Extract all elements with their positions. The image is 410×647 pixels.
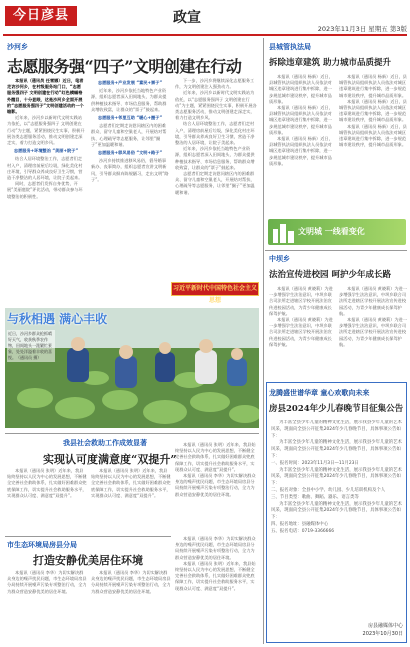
right-top-column-2: [339, 74, 407, 216]
article-paragraph: 本报讯（通讯员 李华）为切实解决群众身边的噪声扰民问题，市生态环境局房县分局持续开展噪声污染专项整治行动，全力为群众营造安静优美的居住环境。: [175, 536, 256, 560]
article-subheading: 志愿服务+产业发展 “富民+票子”: [97, 80, 163, 85]
right-mid-kicker: 中坝乡: [269, 255, 290, 263]
right-top-column-1: [269, 74, 335, 216]
article-subheading: 志愿服务+移风易俗 “文明+路子”: [97, 150, 163, 156]
main-article-column-1: [7, 78, 85, 278]
article-b-kicker: 市生态环境局房县分局: [7, 541, 77, 549]
photo-title: 与秋相遇 满心丰收: [7, 312, 108, 326]
notice-paragraph: 为丰富全县少年儿童的精神文化生活，展示我县少年儿童的艺术风采，现面向全县公开征集2024年少儿春晚节目，具体事项公告如下：: [271, 467, 402, 487]
main-article-column-2: [91, 78, 169, 298]
column-divider: [263, 38, 264, 644]
notice-item: 五、报名电话：0719-3366666: [271, 528, 335, 534]
article-b-column-2: [91, 570, 171, 644]
article-paragraph: 同时，志愿者们发挥自身优势，开展“美丽庭院”评比活动，带动群众参与环境整治的积极性。: [7, 181, 83, 199]
article-paragraph: 本报讯（通讯员 张明）近年来，我县始终坚持以人民为中心的发展思想，不断健全完善社会救助体系，扎实做好困难群众兜底保障工作，切实提升社会救助服务水平，实现群众认可度、满意度“双提升”。: [175, 560, 256, 591]
article-paragraph: 本报讯（通讯员 杨新）近日，县城管执法局组织执法人员依法对城区违章建筑进行集中拆除，进一步规范城市建设秩序，提升城市品质形象。: [339, 74, 407, 98]
masthead: [3, 2, 407, 36]
article-paragraph: 志愿者们定期走访慰问辖区内的困难群众、留守儿童和空巢老人，开展结对帮扶、心理疏导等志愿服务，让邻里“圈子”更加温暖和谐。: [175, 171, 255, 195]
article-paragraph: 本报讯（通讯员 任雪娜）近日，笔者走访沙河乡，在村级服务站门口，“志愿服务强四子 文明创建在行动”红色横幅格外醒目，十分显眼，这是沙河乡全面开展的“志愿服务强四子”文明创建活动的一个缩影。: [7, 78, 84, 115]
article-paragraph: 本报讯（通讯员 黄晓莉）为进一步增强学生法治意识，中坝乡联合司法所走进辖区学校开展法治宣传进校园活动，为青少年健康成长保驾护航。: [339, 286, 407, 316]
article-b-headline: 打造安静优美居住环境: [33, 554, 143, 567]
right-mid-headline: 法治宣传进校园 呵护少年成长路: [269, 270, 391, 280]
article-a-column-3: [175, 442, 257, 532]
notice-headline: 房县2024年少儿春晚节目征集公告: [269, 404, 404, 414]
masthead-rule: [3, 34, 407, 36]
city-skyline-icon: [271, 221, 297, 243]
article-subheading: 志愿服务+邻里互助 “暖心+圈子”: [97, 115, 163, 121]
notice-signature-block: [323, 622, 403, 638]
article-paragraph: 本报讯（通讯员 张明）近年来，我县始终坚持以人民为中心的发展思想，不断健全完善社会救助体系，扎实做好困难群众兜底保障工作，切实提升社会救助服务水平，实现群众认可度、满意度“双提升”。: [7, 468, 87, 498]
article-a-column-2: [91, 468, 171, 532]
main-article-column-3: [175, 78, 257, 278]
article-paragraph: 结合人居环境整治工作，志愿者们走村入户，清理房前屋后垃圾，绿化美化村庄环境，引导群众养成良好卫生习惯，营造干净整洁的人居环境，让院子美起来。: [175, 121, 255, 146]
article-paragraph: 下一步，沙河乡将继续深化志愿服务工作，为文明创建注入强劲动力。: [175, 78, 255, 90]
article-a-headline: 实现认可度满意度“双提升”: [43, 453, 177, 466]
article-paragraph: 本报讯（通讯员 黄晓莉）为进一步增强学生法治意识，中坝乡联合司法所走进辖区学校开展法治宣传进校园活动，为青少年健康成长保驾护航。: [339, 317, 407, 347]
notice-item: 一、报名时间：2023年11月3日—11月23日: [271, 460, 359, 466]
harvest-photo: [5, 308, 259, 428]
right-mid-column-1: [269, 286, 335, 378]
article-paragraph: 本报讯（通讯员 杨新）近日，县城管执法局组织执法人员依法对城区违章建筑进行集中拆除，进一步规范城市建设秩序，提升城市品质形象。: [269, 136, 333, 166]
right-top-kicker: 县城管执法局: [269, 43, 311, 51]
article-paragraph: 本报讯（通讯员 黄晓莉）为进一步增强学生法治意识，中坝乡联合司法所走进辖区学校开展法治宣传进校园活动，为青少年健康成长保驾护航。: [269, 317, 333, 347]
theme-banner: 习近平新时代中国特色社会主义思想: [171, 282, 259, 296]
article-paragraph: 本报讯（通讯员 张明）近年来，我县始终坚持以人民为中心的发展思想，不断健全完善社会救助体系，扎实做好困难群众兜底保障工作，切实提升社会救助服务水平，实现群众认可度、满意度“双提升”。: [175, 442, 256, 472]
main-article-headline: 志愿服务强“四子”文明创建在行动: [7, 57, 242, 76]
article-paragraph: 本报讯（通讯员 李华）为切实解决群众身边的噪声扰民问题，市生态环境局房县分局持续开展噪声污染专项整治行动，全力为群众营造安静优美的居住环境。: [91, 570, 171, 594]
notice-kicker: 龙腾盛世谱华章 童心欢歌向未来: [269, 389, 370, 397]
notice-item: 四、报名地址：县融媒体中心: [271, 521, 329, 527]
notice-item: 三、节目类型：歌曲、舞蹈、器乐、语言类等: [271, 494, 359, 500]
photo-caption: 近日，沙河乡群众抢抓晴好天气，收获秋季农作物，田间地头一派繁忙景象，处处洋溢着丰收的喜悦。（通讯员 摄）: [7, 330, 55, 362]
article-paragraph: 本报讯（通讯员 张明）近年来，我县始终坚持以人民为中心的发展思想，不断健全完善社会救助体系，扎实做好困难群众兜底保障工作，切实提升社会救助服务水平，实现群众认可度、满意度“双提升”。: [91, 468, 171, 498]
article-paragraph: 本报讯（通讯员 李华）为切实解决群众身边的噪声扰民问题，市生态环境局房县分局持续开展噪声污染专项整治行动，全力为群众营造安静优美的居住环境。: [175, 473, 256, 497]
article-paragraph: 本报讯（通讯员 杨新）近日，县城管执法局组织执法人员依法对城区违章建筑进行集中拆除，进一步规范城市建设秩序，提升城市品质形象。: [339, 123, 407, 148]
article-subheading: 志愿服务+环境整治 “美丽+院子”: [13, 148, 79, 154]
article-paragraph: 本报讯（通讯员 杨新）近日，县城管执法局组织执法人员依法对城区违章建筑进行集中拆除，进一步规范城市建设秩序，提升城市品质形象。: [269, 105, 333, 135]
right-mid-column-2: [339, 286, 407, 378]
article-paragraph: 志愿者们定期走访慰问辖区内的困难群众、留守儿童和空巢老人，开展结对帮扶、心理疏导等志愿服务，让邻里“圈子”更加温暖和谐。: [91, 123, 167, 147]
divider: [265, 250, 407, 251]
notice-item: 二、报名对象：全县中小学、幼儿园、少儿培训机构及个人: [271, 487, 386, 493]
article-paragraph: 本报讯（通讯员 黄晓莉）为进一步增强学生法治意识，中坝乡联合司法所走进辖区学校开展法治宣传进校园活动，为青少年健康成长保驾护航。: [269, 286, 333, 316]
article-paragraph: 本报讯（通讯员 杨新）近日，县城管执法局组织执法人员依法对城区违章建筑进行集中拆除，进一步规范城市建设秩序，提升城市品质形象。: [269, 74, 333, 104]
article-paragraph: 近年来，沙河乡以新时代文明实践站为依托，以“志愿服务强四子 文明创建在行动”为主题，紧紧围绕民生实事，积极开展各类志愿服务活动，推动文明创建走深走实，着力打造文明乡风。: [175, 90, 257, 121]
section-title: 政宣: [173, 10, 201, 26]
notice-paragraph: 为丰富全县少年儿童的精神文化生活，展示我县少年儿童的艺术风采，现面向全县公开征集2024年少儿春晚节目，具体事项公告如下：: [271, 420, 402, 439]
article-paragraph: 本报讯（通讯员 李华）为切实解决群众身边的噪声扰民问题，市生态环境局房县分局持续开展噪声污染专项整治行动，全力为群众营造安静优美的居住环境。: [7, 570, 87, 594]
notice-date: 2023年10月30日: [362, 631, 403, 637]
notice-paragraph: 为丰富全县少年儿童的精神文化生活，展示我县少年儿童的艺术风采，现面向全县公开征集2024年少儿春晚节目，具体事项公告如下：: [271, 440, 402, 459]
article-paragraph: 沙河乡持续推进移风易俗，倡导婚事新办、丧事简办，组织志愿者宣讲文明新风，引导群众摒弃陈规陋习，走出文明“路子”。: [91, 158, 169, 182]
divider: [5, 433, 259, 434]
article-paragraph: 近年来，沙河乡以新时代文明实践站为依托，以“志愿服务强四子 文明创建在行动”为主题，紧紧围绕民生实事，积极开展各类志愿服务活动，推动文明创建走深走实，着力打造文明乡风。: [7, 115, 85, 146]
divider: [5, 536, 171, 537]
article-a-kicker: 我县社会救助工作成效显著: [63, 439, 147, 447]
article-b-column-1: [7, 570, 87, 644]
article-b-column-3: [175, 536, 257, 644]
main-article-kicker: 沙河乡: [7, 43, 28, 51]
dateline: 2023年11月3日 星期五 第3版: [317, 25, 407, 33]
notice-paragraph: 为丰富全县少年儿童的精神文化生活，展示我县少年儿童的艺术风采，现面向全县公开征集2024年少儿春晚节目，具体事项公告如下：: [271, 501, 402, 521]
article-a-column-1: [7, 468, 87, 532]
notice-signature: 房县融媒体中心: [367, 623, 403, 629]
ad-text: 文明城 一线看变化: [298, 227, 365, 236]
article-paragraph: 近年来，沙河乡依托当地特色产业资源，组织志愿者深入田间地头，为群众提供种植技术指导、市场信息服务，帮助群众增收致富，让群众的“票子”鼓起来。: [91, 88, 167, 112]
right-top-headline: 拆除违章建筑 助力城市品质提升: [269, 58, 391, 68]
notice-body: [271, 420, 405, 610]
civilization-ad: [268, 219, 406, 245]
article-paragraph: 近年来，沙河乡依托当地特色产业资源，组织志愿者深入田间地头，为群众提供种植技术指导、市场信息服务，帮助群众增收致富，让群众的“票子”鼓起来。: [175, 146, 255, 170]
newspaper-page: [3, 2, 407, 645]
newspaper-logo: 今日彦县: [5, 6, 77, 26]
article-paragraph: 本报讯（通讯员 杨新）近日，县城管执法局组织执法人员依法对城区违章建筑进行集中拆除，进一步规范城市建设秩序，提升城市品质形象。: [339, 98, 407, 123]
article-paragraph: 结合人居环境整治工作，志愿者们走村入户，清理房前屋后垃圾，绿化美化村庄环境，引导群众养成良好卫生习惯，营造干净整洁的人居环境，让院子美起来。: [7, 156, 83, 181]
